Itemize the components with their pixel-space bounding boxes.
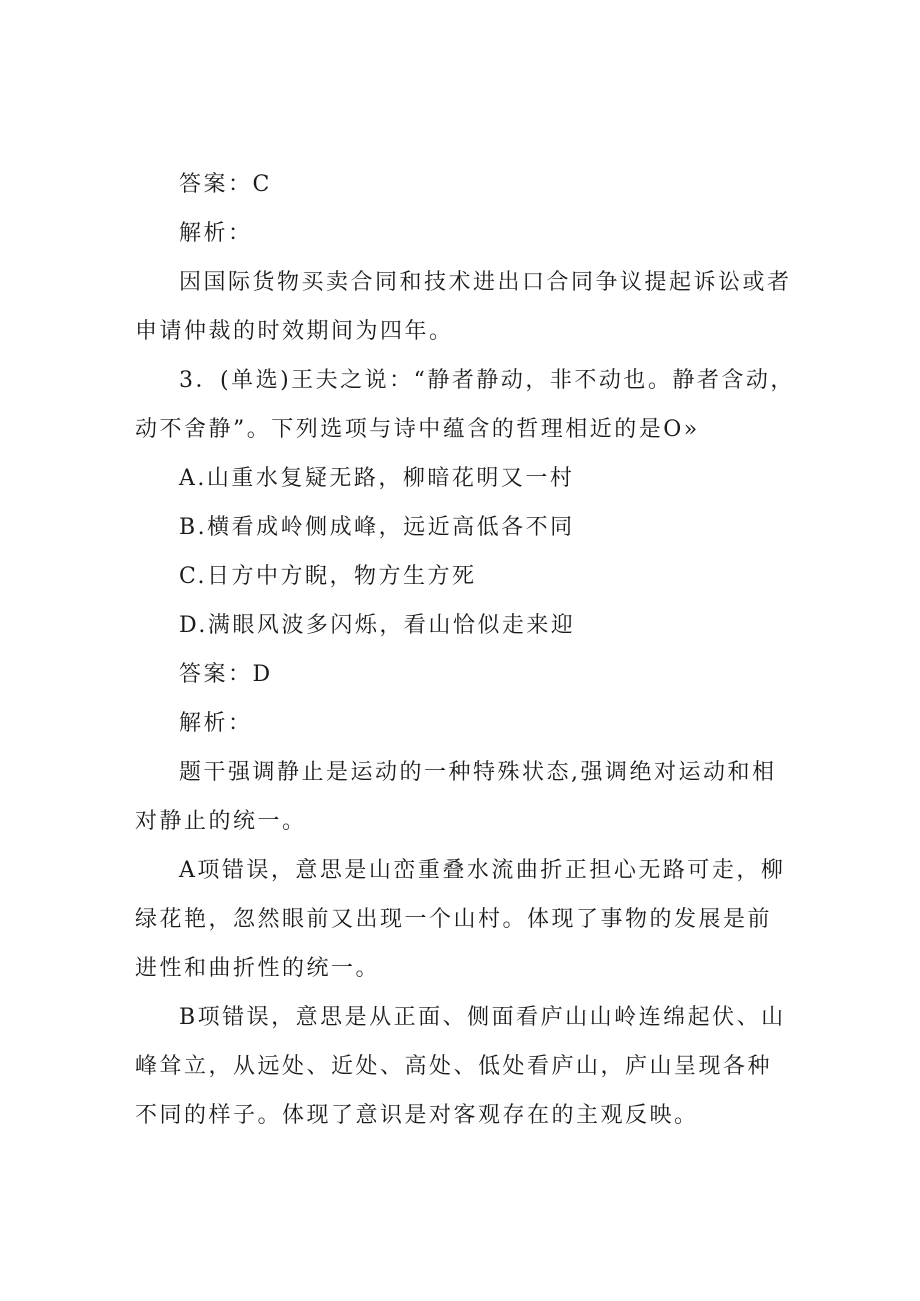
- question-3-option-d: D.满眼风波多闪烁，看山恰似走来迎: [179, 613, 576, 638]
- analysis-option-b: B项错误，意思是从正面、侧面看庐山山岭连绵起伏、山峰耸立，从远处、近处、高处、低处看庐山，庐山呈现各种不同的样子。体现了意识是对客观存在的主观反映。: [135, 1005, 786, 1128]
- analysis-option-a: A项错误，意思是山峦重叠水流曲折正担心无路可走，柳绿花艳，忽然眼前又出现一个山村。体现了事物的发展是前进性和曲折性的统一。: [135, 858, 786, 981]
- question-3-option-b: B.横看成岭侧成峰，远近高低各不同: [179, 515, 575, 540]
- analysis-text-1: 因国际货物买卖合同和技术进出口合同争议提起诉讼或者申请仲裁的时效期间为四年。: [135, 270, 792, 344]
- answer-line-1: 答案：C: [179, 172, 272, 197]
- question-3-option-a: A.山重水复疑无路，柳暗花明又一村: [179, 466, 575, 491]
- analysis-label-2: 解析：: [179, 711, 253, 736]
- analysis-label-1: 解析：: [179, 221, 253, 246]
- question-3-option-c: C.日方中方睨，物方生方死: [179, 564, 477, 589]
- document-body: [135, 160, 795, 1140]
- answer-line-2: 答案：D: [179, 662, 273, 687]
- analysis-text-2: 题干强调静止是运动的一种特殊状态,强调绝对运动和相对静止的统一。: [135, 760, 777, 834]
- question-3-stem: 3．(单选)王夫之说：“静者静动，非不动也。静者含动，动不舍静”。下列选项与诗中蕴含的哲理相近的是O»: [135, 368, 795, 442]
